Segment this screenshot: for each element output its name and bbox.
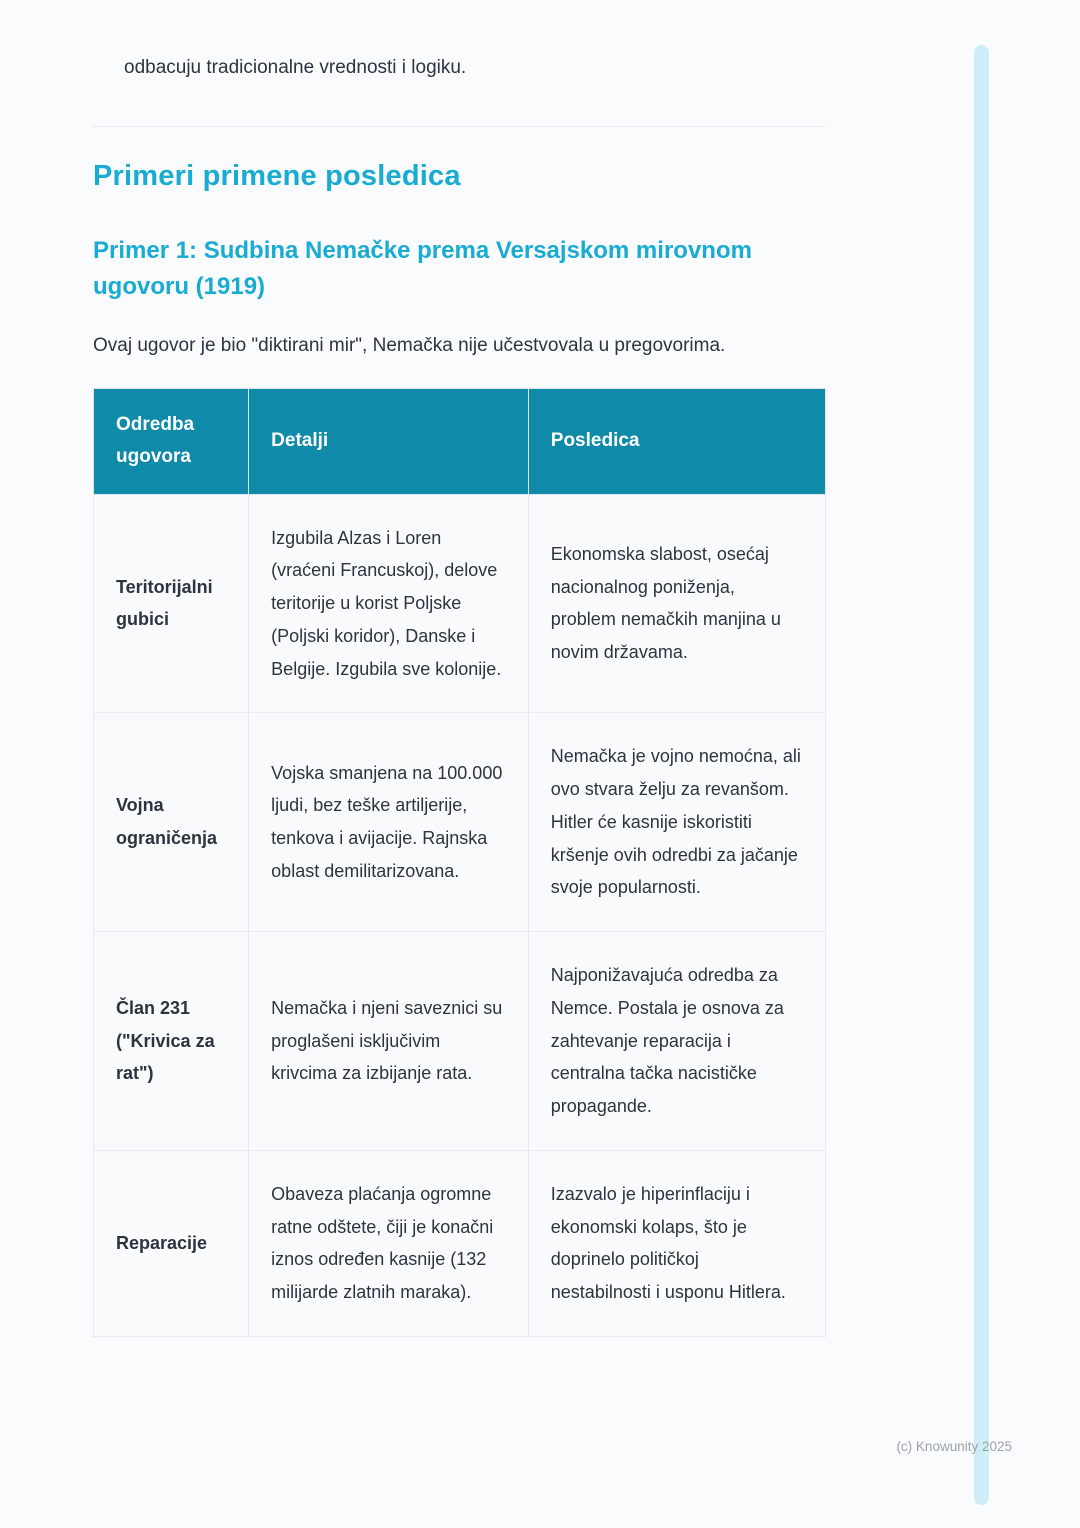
cell-details: Vojska smanjena na 100.000 ljudi, bez teške artiljerije, tenkova i avijacije. Rajnska oblast demilitarizovana. xyxy=(249,713,529,932)
document-content xyxy=(93,0,826,1337)
table-row xyxy=(94,932,826,1151)
table-header-row xyxy=(94,389,826,495)
cell-term: Reparacije xyxy=(94,1150,249,1336)
cell-details: Nemačka i njeni saveznici su proglašeni isključivim krivcima za izbijanje rata. xyxy=(249,932,529,1151)
cell-term: Član 231 ("Krivica za rat") xyxy=(94,932,249,1151)
column-header-term: Odredba ugovora xyxy=(94,389,249,495)
cell-consequence: Ekonomska slabost, osećaj nacionalnog poniženja, problem nemačkih manjina u novim državama. xyxy=(528,494,825,713)
cell-consequence: Nemačka je vojno nemoćna, ali ovo stvara želju za revanšom. Hitler će kasnije iskoristiti kršenje ovih odredbi za jačanje svoje popularnosti. xyxy=(528,713,825,932)
table-row xyxy=(94,1150,826,1336)
section-title: Primeri primene posledica xyxy=(93,160,461,192)
cell-term: Vojna ograničenja xyxy=(94,713,249,932)
table-row xyxy=(94,713,826,932)
copyright-text: (c) Knowunity 2025 xyxy=(896,1439,1012,1454)
column-header-details: Detalji xyxy=(249,389,529,495)
cell-consequence: Izazvalo je hiperinflaciju i ekonomski kolaps, što je doprinelo političkoj nestabilnosti i usponu Hitlera. xyxy=(528,1150,825,1336)
cell-details: Izgubila Alzas i Loren (vraćeni Francuskoj), delove teritorije u korist Poljske (Poljski koridor), Danske i Belgije. Izgubila sve kolonije. xyxy=(249,494,529,713)
example-title: Primer 1: Sudbina Nemačke prema Versajskom mirovnom ugovoru (1919) xyxy=(93,237,752,300)
section-divider xyxy=(93,126,826,127)
table-row xyxy=(94,494,826,713)
treaty-consequences-table xyxy=(93,388,826,1337)
cell-details: Obaveza plaćanja ogromne ratne odštete, čiji je konačni iznos određen kasnije (132 milijarde zlatnih maraka). xyxy=(249,1150,529,1336)
column-header-consequence: Posledica xyxy=(528,389,825,495)
example-intro-paragraph: Ovaj ugovor je bio "diktirani mir", Nemačka nije učestvovala u pregovorima. xyxy=(93,335,726,356)
cell-consequence: Najponižavajuća odredba za Nemce. Postala je osnova za zahtevanje reparacija i centralna tačka nacističke propagande. xyxy=(528,932,825,1151)
scrollbar-track[interactable] xyxy=(974,45,989,1505)
intro-text: odbacuju tradicionalne vrednosti i logiku. xyxy=(124,57,467,78)
cell-term: Teritorijalni gubici xyxy=(94,494,249,713)
